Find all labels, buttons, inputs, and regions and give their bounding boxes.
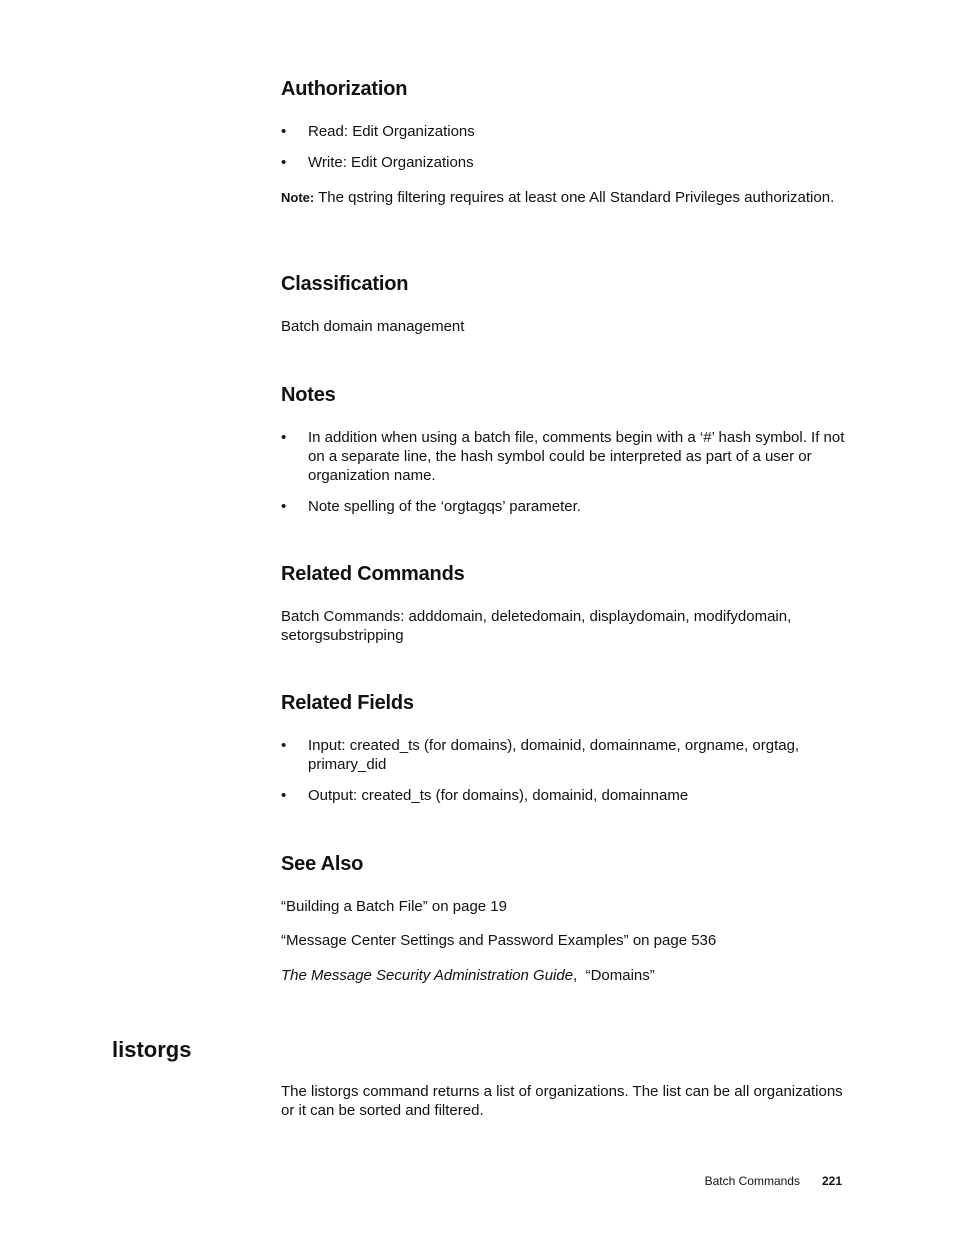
- page-footer: [705, 1174, 842, 1188]
- related-fields-heading: Related Fields: [281, 692, 414, 714]
- listorgs-description: The listorgs command returns a list of organizations. The list can be all organizations or it can be sorted and filtered.: [281, 1083, 843, 1119]
- bullet-icon: •: [281, 123, 287, 140]
- authorization-heading: Authorization: [281, 78, 408, 100]
- classification-text: Batch domain management: [281, 318, 465, 335]
- related-commands-heading: Related Commands: [281, 563, 465, 585]
- bullet-icon: •: [281, 787, 287, 804]
- list-item: • Input: created_ts (for domains), domainid, domainname, orgname, orgtag, primary_did: [281, 737, 800, 773]
- related-fields-list: [281, 736, 846, 817]
- guide-title: The Message Security Administration Guide: [281, 967, 574, 984]
- list-item: • Note spelling of the ‘orgtagqs’ parameter.: [281, 498, 581, 515]
- listorgs-heading: listorgs: [112, 1037, 192, 1062]
- see-also-link-batch-file[interactable]: “Building a Batch File” on page 19: [281, 898, 507, 915]
- authorization-note: [281, 188, 846, 207]
- see-also-guide[interactable]: [281, 966, 846, 985]
- page-number: 221: [821, 1174, 842, 1188]
- list-item: • Write: Edit Organizations: [281, 154, 474, 171]
- see-also-heading: See Also: [281, 853, 364, 875]
- note-text: The qstring filtering requires at least one All Standard Privileges authorization.: [314, 189, 835, 206]
- classification-heading: Classification: [281, 273, 409, 295]
- authorization-list: [281, 122, 846, 184]
- bullet-icon: •: [281, 737, 287, 754]
- list-item: • Output: created_ts (for domains), domainid, domainname: [281, 787, 689, 804]
- bullet-icon: •: [281, 429, 287, 446]
- note-label: Note:: [281, 190, 315, 205]
- list-item: • In addition when using a batch file, comments begin with a ‘#’ hash symbol. If not on a separate line, the hash symbol could be interpreted as part of a user or organization name.: [281, 429, 845, 484]
- bullet-icon: •: [281, 154, 287, 171]
- notes-heading: Notes: [281, 384, 336, 406]
- see-also-link-message-center[interactable]: “Message Center Settings and Password Examples” on page 536: [281, 932, 717, 949]
- guide-suffix: , “Domains”: [573, 967, 655, 984]
- footer-section: Batch Commands: [704, 1174, 800, 1188]
- related-commands-text: Batch Commands: adddomain, deletedomain, displaydomain, modifydomain, setorgsubstripping: [281, 608, 792, 644]
- list-item: • Read: Edit Organizations: [281, 123, 475, 140]
- notes-list: [281, 428, 846, 528]
- bullet-icon: •: [281, 498, 287, 515]
